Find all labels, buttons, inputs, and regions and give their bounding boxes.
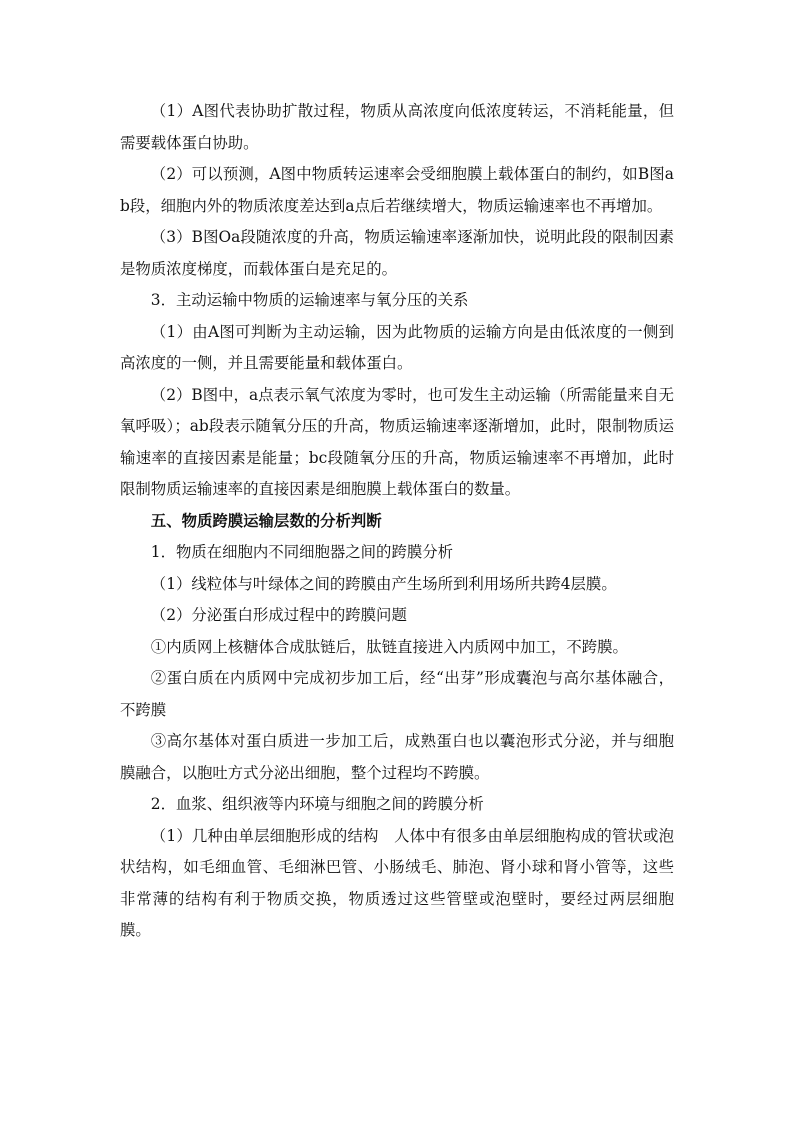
paragraph-b-figure-oxygen: （2）B图中，a点表示氧气浓度为零时，也可发生主动运输（所需能量来自无氧呼吸）；ab段表示随氧分压的升高，物质运输速率逐渐增加，此时，限制物质运输速率的直接因素是能量；bc段随氧分压的升高，物质运输速率不再增加，此时限制物质运输速率的直接因素是细胞膜上载体蛋白的数量。 — [120, 385, 674, 498]
paragraph-mitochondria-chloroplast: （1）线粒体与叶绿体之间的跨膜由产生场所到利用场所共跨4层膜。 — [150, 574, 617, 593]
section-heading-organelle-membranes: 1．物质在细胞内不同细胞器之间的跨膜分析 — [150, 543, 454, 561]
document-body — [120, 96, 674, 947]
paragraph-a-figure-facilitated-diffusion: （1）A图代表协助扩散过程，物质从高浓度向低浓度转运，不消耗能量，但需要载体蛋白协助。 — [120, 102, 674, 152]
paragraph-carrier-protein-limit: （2）可以预测，A图中物质转运速率会受细胞膜上载体蛋白的制约，如B图ab段，细胞内外的物质浓度差达到a点后若继续增大，物质运输速率也不再增加。 — [120, 165, 674, 215]
section-heading-internal-environment: 2．血浆、组织液等内环境与细胞之间的跨膜分析 — [150, 795, 484, 813]
paragraph-secretory-protein-heading: （2）分泌蛋白形成过程中的跨膜问题 — [150, 606, 407, 624]
list-item-1-er-ribosome: ①内质网上核糖体合成肽链后，肽链直接进入内质网中加工，不跨膜。 — [150, 637, 628, 656]
paragraph-active-transport-judgement: （1）由A图可判断为主动运输，因为此物质的运输方向是由低浓度的一侧到高浓度的一侧，并且需要能量和载体蛋白。 — [120, 322, 674, 372]
paragraph-oa-segment: （3）B图Oa段随浓度的升高，物质运输速率逐渐加快，说明此段的限制因素是物质浓度梯度，而载体蛋白是充足的。 — [120, 228, 674, 278]
chapter-heading-membrane-layers: 五、物质跨膜运输层数的分析判断 — [150, 511, 382, 530]
list-item-2-vesicle-golgi: ②蛋白质在内质网中完成初步加工后，经“出芽”形成囊泡与高尔基体融合，不跨膜 — [120, 669, 674, 719]
section-heading-active-transport-oxygen: 3．主动运输中物质的运输速率与氧分压的关系 — [150, 291, 469, 309]
paragraph-single-layer-structures: （1）几种由单层细胞形成的结构 人体中有很多由单层细胞构成的管状或泡状结构，如毛细血管、毛细淋巴管、小肠绒毛、肺泡、肾小球和肾小管等，这些非常薄的结构有利于物质交换，物质透过这些管壁或泡壁时，要经过两层细胞膜。 — [120, 826, 674, 939]
list-item-3-golgi-secretion: ③高尔基体对蛋白质进一步加工后，成熟蛋白也以囊泡形式分泌，并与细胞膜融合，以胞吐方式分泌出细胞，整个过程均不跨膜。 — [120, 732, 674, 782]
